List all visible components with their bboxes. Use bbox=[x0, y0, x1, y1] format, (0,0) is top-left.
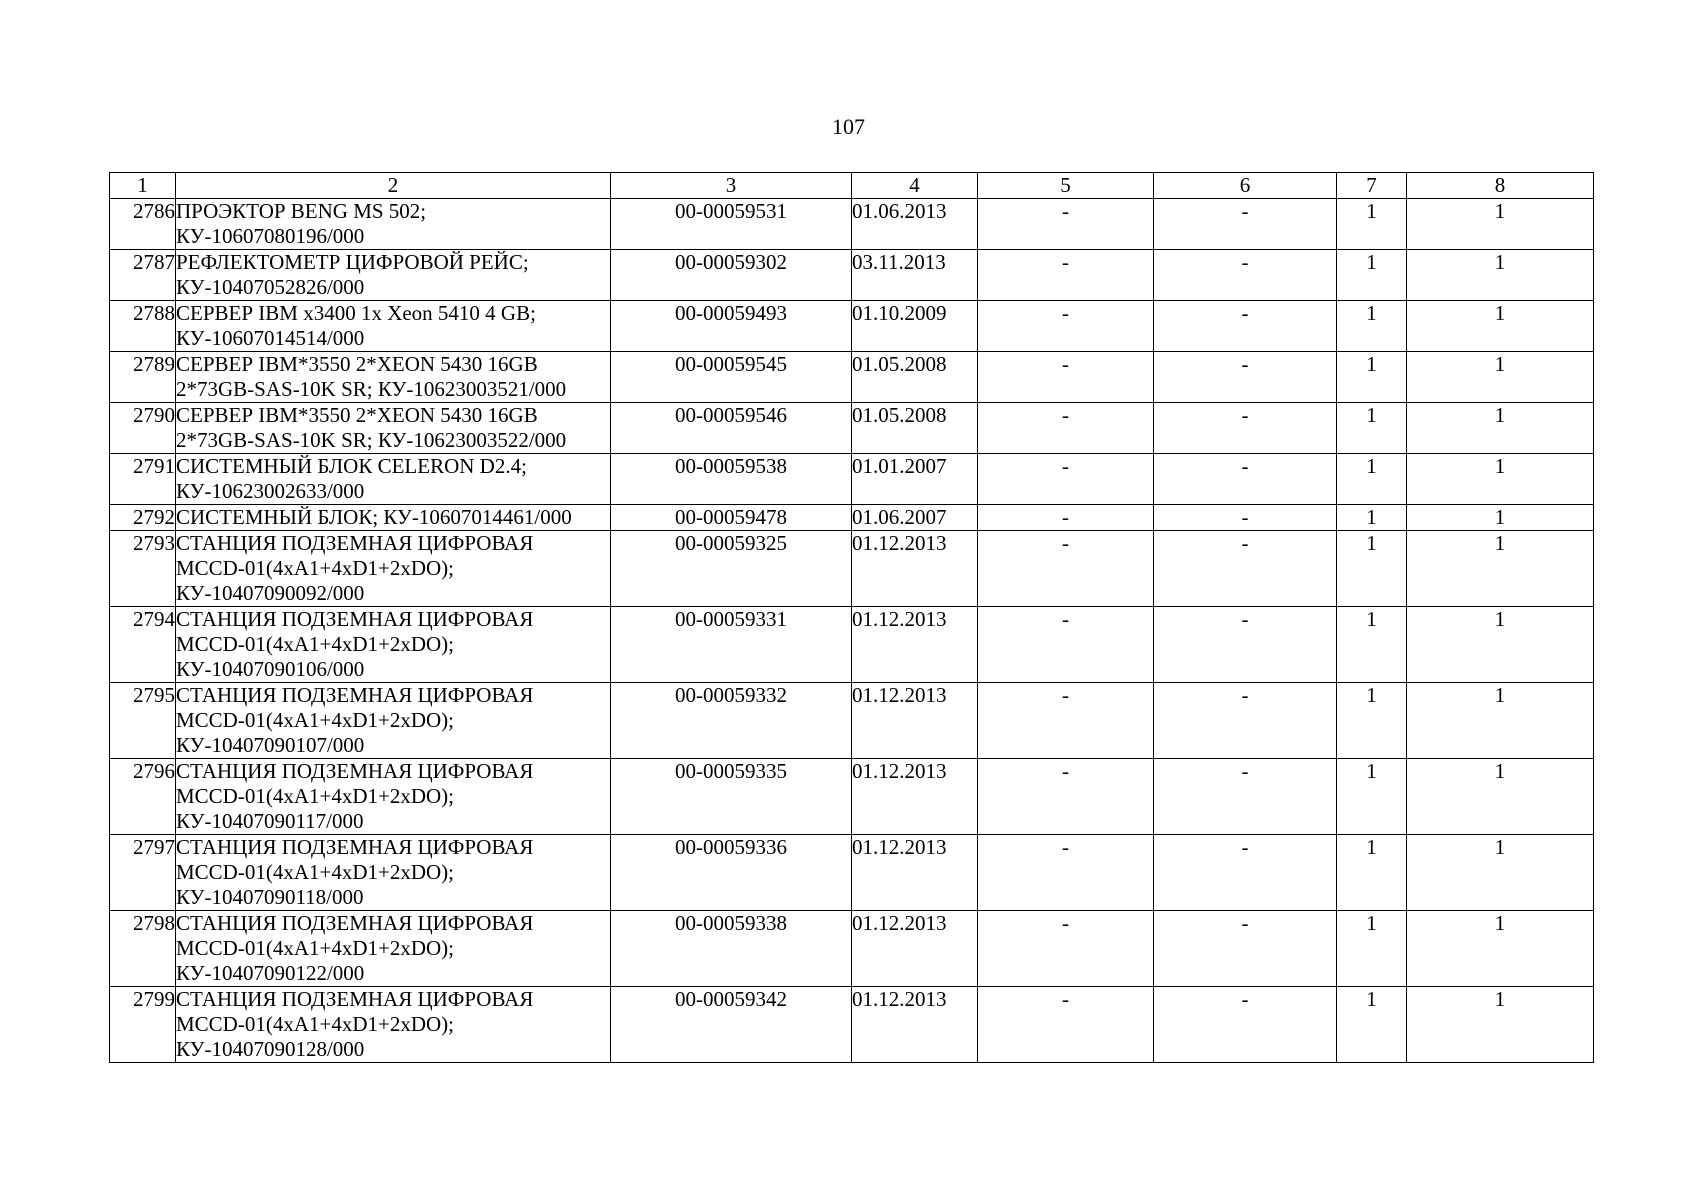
inventory-code: 00-00059538 bbox=[611, 454, 852, 505]
description-line: СТАНЦИЯ ПОДЗЕМНАЯ ЦИФРОВАЯ bbox=[176, 759, 534, 783]
row-number: 2791 bbox=[110, 454, 176, 505]
description-line: СТАНЦИЯ ПОДЗЕМНАЯ ЦИФРОВАЯ bbox=[176, 683, 534, 707]
table-row bbox=[110, 454, 1594, 505]
table-row bbox=[110, 352, 1594, 403]
column-8-value: 1 bbox=[1407, 911, 1594, 987]
inventory-code: 00-00059546 bbox=[611, 403, 852, 454]
column-8-value: 1 bbox=[1407, 199, 1594, 250]
date-value: 01.12.2013 bbox=[852, 759, 978, 835]
date-value: 03.11.2013 bbox=[852, 250, 978, 301]
column-7-value: 1 bbox=[1337, 759, 1407, 835]
column-8-value: 1 bbox=[1407, 454, 1594, 505]
column-5-value: - bbox=[978, 250, 1154, 301]
column-5-value: - bbox=[978, 911, 1154, 987]
inventory-code: 00-00059331 bbox=[611, 607, 852, 683]
column-8-value: 1 bbox=[1407, 352, 1594, 403]
column-7-value: 1 bbox=[1337, 301, 1407, 352]
column-6-value: - bbox=[1154, 505, 1337, 531]
table-row bbox=[110, 835, 1594, 911]
description-line: СТАНЦИЯ ПОДЗЕМНАЯ ЦИФРОВАЯ bbox=[176, 987, 534, 1011]
column-8-value: 1 bbox=[1407, 250, 1594, 301]
column-7-value: 1 bbox=[1337, 911, 1407, 987]
table-row bbox=[110, 607, 1594, 683]
row-number: 2796 bbox=[110, 759, 176, 835]
column-5-value: - bbox=[978, 607, 1154, 683]
row-number: 2797 bbox=[110, 835, 176, 911]
column-8-value: 1 bbox=[1407, 607, 1594, 683]
inventory-table bbox=[109, 172, 1594, 1063]
row-number: 2787 bbox=[110, 250, 176, 301]
column-header: 7 bbox=[1337, 173, 1407, 199]
description-line: КУ-10407090128/000 bbox=[176, 1037, 365, 1061]
row-number: 2792 bbox=[110, 505, 176, 531]
column-5-value: - bbox=[978, 987, 1154, 1063]
description-line: КУ-10407090107/000 bbox=[176, 733, 365, 757]
date-value: 01.12.2013 bbox=[852, 531, 978, 607]
column-7-value: 1 bbox=[1337, 683, 1407, 759]
inventory-code: 00-00059338 bbox=[611, 911, 852, 987]
column-8-value: 1 bbox=[1407, 403, 1594, 454]
description-line: КУ-10407090092/000 bbox=[176, 581, 365, 605]
column-5-value: - bbox=[978, 454, 1154, 505]
table-row bbox=[110, 199, 1594, 250]
inventory-code: 00-00059325 bbox=[611, 531, 852, 607]
item-description bbox=[176, 683, 611, 759]
column-6-value: - bbox=[1154, 454, 1337, 505]
date-value: 01.05.2008 bbox=[852, 403, 978, 454]
column-7-value: 1 bbox=[1337, 531, 1407, 607]
column-5-value: - bbox=[978, 531, 1154, 607]
description-line: КУ-10407090118/000 bbox=[176, 885, 364, 909]
column-8-value: 1 bbox=[1407, 531, 1594, 607]
item-description bbox=[176, 531, 611, 607]
column-7-value: 1 bbox=[1337, 199, 1407, 250]
column-7-value: 1 bbox=[1337, 454, 1407, 505]
description-line: СТАНЦИЯ ПОДЗЕМНАЯ ЦИФРОВАЯ bbox=[176, 531, 534, 555]
column-6-value: - bbox=[1154, 250, 1337, 301]
description-line: КУ-10607080196/000 bbox=[176, 224, 365, 248]
column-5-value: - bbox=[978, 199, 1154, 250]
table-body bbox=[110, 199, 1594, 1063]
column-5-value: - bbox=[978, 301, 1154, 352]
date-value: 01.12.2013 bbox=[852, 683, 978, 759]
column-8-value: 1 bbox=[1407, 835, 1594, 911]
description-line: КУ-10623002633/000 bbox=[176, 479, 365, 503]
inventory-code: 00-00059531 bbox=[611, 199, 852, 250]
description-line: МССD-01(4хА1+4хD1+2хDO); bbox=[176, 860, 455, 884]
row-number: 2799 bbox=[110, 987, 176, 1063]
table-row bbox=[110, 911, 1594, 987]
row-number: 2795 bbox=[110, 683, 176, 759]
column-7-value: 1 bbox=[1337, 987, 1407, 1063]
description-line: МССD-01(4хА1+4хD1+2хDO); bbox=[176, 556, 455, 580]
column-6-value: - bbox=[1154, 531, 1337, 607]
column-5-value: - bbox=[978, 759, 1154, 835]
description-line: ПРОЭКТОР BENG MS 502; bbox=[176, 199, 427, 223]
table-row bbox=[110, 250, 1594, 301]
description-line: СТАНЦИЯ ПОДЗЕМНАЯ ЦИФРОВАЯ bbox=[176, 835, 534, 859]
table-row bbox=[110, 505, 1594, 531]
description-line: МССD-01(4хА1+4хD1+2хDO); bbox=[176, 632, 455, 656]
column-8-value: 1 bbox=[1407, 987, 1594, 1063]
header-row bbox=[110, 173, 1594, 199]
item-description bbox=[176, 987, 611, 1063]
description-line: КУ-10407090122/000 bbox=[176, 961, 365, 985]
item-description bbox=[176, 759, 611, 835]
description-line: КУ-10407090106/000 bbox=[176, 657, 365, 681]
column-header: 5 bbox=[978, 173, 1154, 199]
column-6-value: - bbox=[1154, 607, 1337, 683]
row-number: 2793 bbox=[110, 531, 176, 607]
column-header: 6 bbox=[1154, 173, 1337, 199]
column-header: 2 bbox=[176, 173, 611, 199]
column-6-value: - bbox=[1154, 683, 1337, 759]
column-header: 3 bbox=[611, 173, 852, 199]
date-value: 01.06.2013 bbox=[852, 199, 978, 250]
inventory-code: 00-00059332 bbox=[611, 683, 852, 759]
table-row bbox=[110, 301, 1594, 352]
item-description bbox=[176, 199, 611, 250]
column-6-value: - bbox=[1154, 759, 1337, 835]
row-number: 2788 bbox=[110, 301, 176, 352]
column-header: 1 bbox=[110, 173, 176, 199]
column-6-value: - bbox=[1154, 835, 1337, 911]
date-value: 01.06.2007 bbox=[852, 505, 978, 531]
column-6-value: - bbox=[1154, 301, 1337, 352]
description-line: КУ-10407052826/000 bbox=[176, 275, 365, 299]
description-line: СЕРВЕР IBM*3550 2*XEON 5430 16GB bbox=[176, 352, 538, 376]
inventory-code: 00-00059478 bbox=[611, 505, 852, 531]
table-row bbox=[110, 987, 1594, 1063]
item-description bbox=[176, 607, 611, 683]
description-line: СИСТЕМНЫЙ БЛОК; КУ-10607014461/000 bbox=[176, 505, 572, 529]
column-7-value: 1 bbox=[1337, 250, 1407, 301]
inventory-code: 00-00059302 bbox=[611, 250, 852, 301]
column-6-value: - bbox=[1154, 352, 1337, 403]
date-value: 01.12.2013 bbox=[852, 987, 978, 1063]
description-line: КУ-10407090117/000 bbox=[176, 809, 364, 833]
column-5-value: - bbox=[978, 835, 1154, 911]
date-value: 01.12.2013 bbox=[852, 911, 978, 987]
description-line: МССD-01(4хА1+4хD1+2хDO); bbox=[176, 936, 455, 960]
column-5-value: - bbox=[978, 403, 1154, 454]
inventory-code: 00-00059342 bbox=[611, 987, 852, 1063]
column-8-value: 1 bbox=[1407, 301, 1594, 352]
description-line: СТАНЦИЯ ПОДЗЕМНАЯ ЦИФРОВАЯ bbox=[176, 911, 534, 935]
column-header: 8 bbox=[1407, 173, 1594, 199]
inventory-code: 00-00059493 bbox=[611, 301, 852, 352]
column-6-value: - bbox=[1154, 987, 1337, 1063]
item-description bbox=[176, 352, 611, 403]
table-row bbox=[110, 759, 1594, 835]
column-7-value: 1 bbox=[1337, 607, 1407, 683]
column-header: 4 bbox=[852, 173, 978, 199]
column-6-value: - bbox=[1154, 199, 1337, 250]
table-row bbox=[110, 531, 1594, 607]
item-description bbox=[176, 835, 611, 911]
table-row bbox=[110, 403, 1594, 454]
date-value: 01.05.2008 bbox=[852, 352, 978, 403]
date-value: 01.12.2013 bbox=[852, 607, 978, 683]
page-number: 107 bbox=[832, 114, 865, 139]
column-5-value: - bbox=[978, 352, 1154, 403]
column-7-value: 1 bbox=[1337, 352, 1407, 403]
column-6-value: - bbox=[1154, 403, 1337, 454]
inventory-code: 00-00059336 bbox=[611, 835, 852, 911]
inventory-code: 00-00059335 bbox=[611, 759, 852, 835]
date-value: 01.12.2013 bbox=[852, 835, 978, 911]
column-7-value: 1 bbox=[1337, 505, 1407, 531]
description-line: 2*73GB-SAS-10K SR; КУ-10623003521/000 bbox=[176, 377, 567, 401]
description-line: СЕРВЕР IBM x3400 1x Xeon 5410 4 GB; bbox=[176, 301, 536, 325]
column-5-value: - bbox=[978, 505, 1154, 531]
column-8-value: 1 bbox=[1407, 683, 1594, 759]
column-7-value: 1 bbox=[1337, 403, 1407, 454]
column-8-value: 1 bbox=[1407, 759, 1594, 835]
description-line: МССD-01(4хА1+4хD1+2хDO); bbox=[176, 784, 455, 808]
table-row bbox=[110, 683, 1594, 759]
item-description bbox=[176, 250, 611, 301]
description-line: СИСТЕМНЫЙ БЛОК CELERON D2.4; bbox=[176, 454, 527, 478]
inventory-code: 00-00059545 bbox=[611, 352, 852, 403]
item-description bbox=[176, 301, 611, 352]
description-line: 2*73GB-SAS-10K SR; КУ-10623003522/000 bbox=[176, 428, 567, 452]
column-6-value: - bbox=[1154, 911, 1337, 987]
item-description bbox=[176, 911, 611, 987]
date-value: 01.10.2009 bbox=[852, 301, 978, 352]
row-number: 2789 bbox=[110, 352, 176, 403]
description-line: СТАНЦИЯ ПОДЗЕМНАЯ ЦИФРОВАЯ bbox=[176, 607, 534, 631]
item-description bbox=[176, 454, 611, 505]
item-description bbox=[176, 505, 611, 531]
description-line: КУ-10607014514/000 bbox=[176, 326, 365, 350]
column-7-value: 1 bbox=[1337, 835, 1407, 911]
column-8-value: 1 bbox=[1407, 505, 1594, 531]
column-5-value: - bbox=[978, 683, 1154, 759]
description-line: РЕФЛЕКТОМЕТР ЦИФРОВОЙ РЕЙС; bbox=[176, 250, 529, 274]
row-number: 2790 bbox=[110, 403, 176, 454]
description-line: СЕРВЕР IBM*3550 2*XEON 5430 16GB bbox=[176, 403, 538, 427]
description-line: МССD-01(4хА1+4хD1+2хDO); bbox=[176, 1012, 455, 1036]
row-number: 2798 bbox=[110, 911, 176, 987]
date-value: 01.01.2007 bbox=[852, 454, 978, 505]
row-number: 2786 bbox=[110, 199, 176, 250]
item-description bbox=[176, 403, 611, 454]
row-number: 2794 bbox=[110, 607, 176, 683]
description-line: МССD-01(4хА1+4хD1+2хDO); bbox=[176, 708, 455, 732]
